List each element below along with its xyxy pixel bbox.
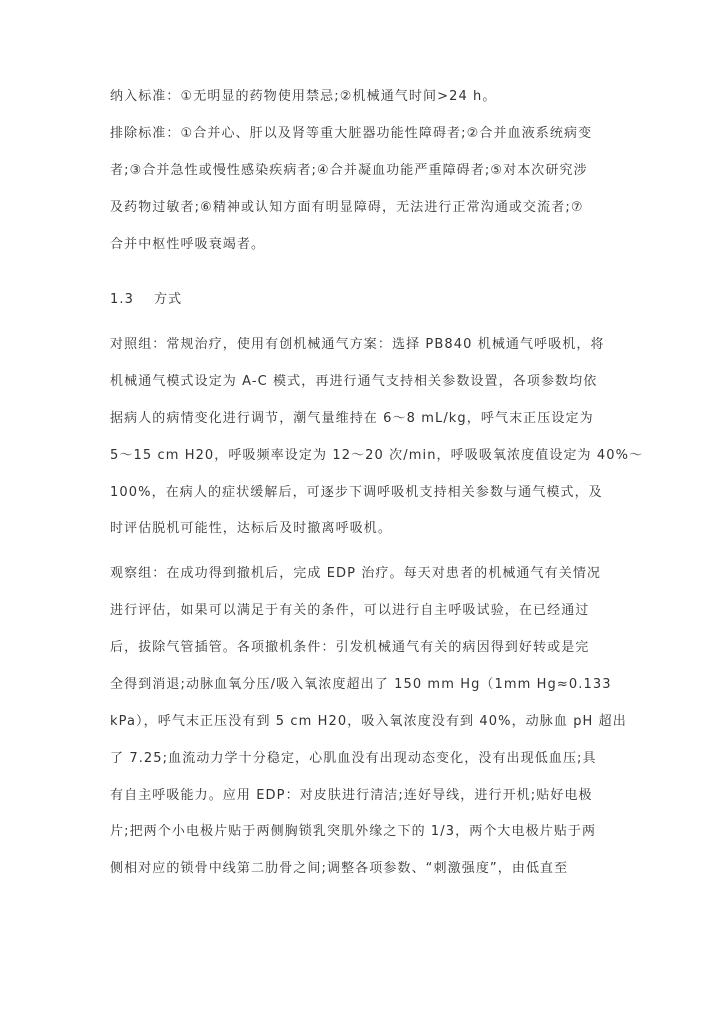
section-number: 1.3 <box>110 292 134 307</box>
observation-group-line: 片;把两个小电极片贴于两侧胸锁乳突肌外缘之下的 1/3，两个大电极片贴于两 <box>110 824 597 839</box>
control-group-line: 100%，在病人的症状缓解后，可逐步下调呼吸机支持相关参数与通气模式，及 <box>110 485 603 500</box>
observation-group-line: 全得到消退;动脉血氧分压/吸入氧浓度超出了 150 mm Hg（1mm Hg≈0.133 <box>110 677 612 692</box>
section-title: 方式 <box>154 292 183 307</box>
observation-group-line: 侧相对应的锁骨中线第二肋骨之间;调整各项参数、“刺激强度”，由低直至 <box>110 861 569 876</box>
observation-group-line: 有自主呼吸能力。应用 EDP：对皮肤进行清洁;连好导线，进行开机;贴好电极 <box>110 788 593 803</box>
control-group-line: 对照组：常规治疗，使用有创机械通气方案：选择 PB840 机械通气呼吸机，将 <box>110 337 605 352</box>
observation-group-line: 进行评估，如果可以满足于有关的条件，可以进行自主呼吸试验，在已经通过 <box>110 603 590 618</box>
control-group-line: 据病人的病情变化进行调节，潮气量维持在 6～8 mL/kg，呼气末正压设定为 <box>110 411 594 426</box>
exclusion-criteria-line: 者;③合并急性或慢性感染疾病者;④合并凝血功能严重障碍者;⑤对本次研究涉 <box>110 163 588 178</box>
exclusion-criteria-line: 排除标准：①合并心、肝以及肾等重大脏器功能性障碍者;②合并血液系统病变 <box>110 126 593 141</box>
control-group-line: 5～15 cm H20，呼吸频率设定为 12～20 次/min，呼吸吸氧浓度值设定为 40%～ <box>110 448 644 463</box>
exclusion-criteria-line: 及药物过敏者;⑥精神或认知方面有明显障碍，无法进行正常沟通或交流者;⑦ <box>110 200 584 215</box>
control-group-line: 机械通气模式设定为 A-C 模式，再进行通气支持相关参数设置，各项参数均依 <box>110 374 598 389</box>
observation-group-line: 了 7.25;血流动力学十分稳定，心肌血没有出现动态变化，没有出现低血压;具 <box>110 751 597 766</box>
observation-group-line: kPa），呼气末正压没有到 5 cm H20，吸入氧浓度没有到 40%，动脉血 pH 超出 <box>110 714 627 729</box>
control-group-line: 时评估脱机可能性，达标后及时撤离呼吸机。 <box>110 521 393 536</box>
section-heading <box>110 292 182 308</box>
exclusion-criteria-line: 合并中枢性呼吸衰竭者。 <box>110 237 266 252</box>
observation-group-line: 后，拔除气管插管。各项撤机条件：引发机械通气有关的病因得到好转或是完 <box>110 640 590 655</box>
inclusion-criteria-line: 纳入标准：①无明显的药物使用禁忌;②机械通气时间>24 h。 <box>110 89 497 104</box>
observation-group-line: 观察组：在成功得到撤机后，完成 EDP 治疗。每天对患者的机械通气有关情况 <box>110 566 602 581</box>
